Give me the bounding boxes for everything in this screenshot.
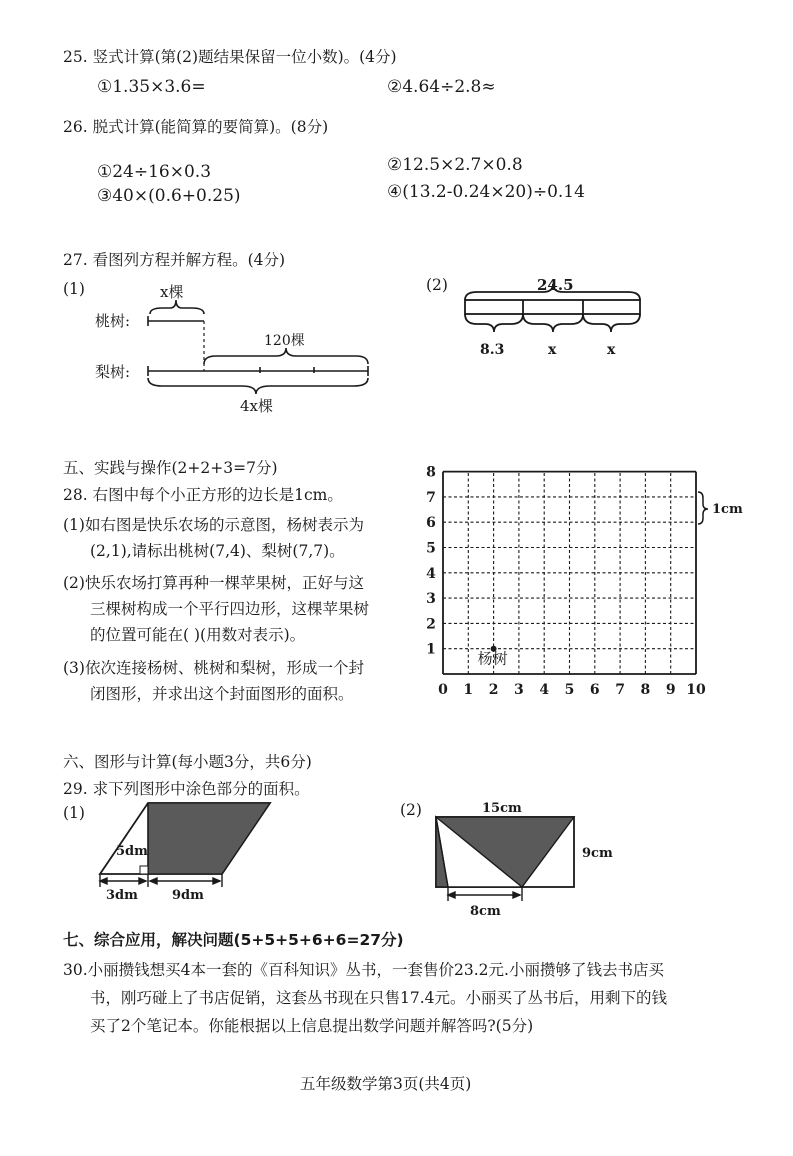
coordinate-grid (420, 464, 750, 722)
part-brace-3 (583, 314, 640, 332)
q29-fig1-diagram (92, 795, 282, 910)
y-tick-label: 7 (426, 489, 436, 506)
part-brace-2 (523, 314, 583, 332)
shaded-trapezoid (148, 803, 270, 874)
q25-item-1: ①1.35×3.6= (97, 77, 206, 97)
q27-fig2-diagram (455, 272, 655, 362)
sec6-title: 六、图形与计算(每小题3分，共6分) (63, 753, 312, 771)
fig1-height-label: 5dm (116, 844, 148, 859)
fig2-side-label: 9cm (582, 846, 613, 861)
fig1-left-label: 3dm (106, 888, 138, 903)
x-tick-label: 10 (686, 682, 706, 698)
q27-fig2-label: (2) (426, 276, 448, 294)
sec5-title: 五、实践与操作(2+2+3=7分) (63, 459, 278, 477)
x-tick-label: 6 (589, 682, 600, 698)
brace-120-label: 120棵 (264, 333, 305, 349)
q27-fig1-diagram (90, 280, 390, 420)
q25-item-2: ②4.64÷2.8≈ (387, 77, 496, 97)
part-value-2: x (548, 342, 557, 358)
fig2-top-label: 15cm (482, 801, 522, 816)
y-tick-label: 8 (426, 464, 436, 481)
x-tick-label: 9 (665, 682, 676, 698)
total-4x-label: 4x棵 (240, 397, 274, 415)
y-tick-label: 1 (426, 641, 436, 658)
pear-label: 梨树: (95, 363, 131, 381)
unit-brace (698, 492, 708, 524)
q26-item-2: ②12.5×2.7×0.8 (387, 155, 523, 175)
q30-line2: 书，刚巧碰上了书店促销，这套丛书现在只售17.4元。小丽买了丛书后，用剩下的钱 (90, 989, 668, 1007)
q27-title: 27. 看图列方程并解方程。(4分) (63, 251, 286, 269)
y-tick-label: 6 (426, 515, 436, 532)
fig1-right-label: 9dm (172, 888, 204, 903)
x-tick-label: 2 (488, 682, 499, 698)
part-value-3: x (607, 342, 616, 358)
x-tick-label: 4 (539, 682, 550, 698)
q26-item-1: ①24÷16×0.3 (97, 162, 212, 182)
q26-item-4: ④(13.2-0.24×20)÷0.14 (387, 182, 585, 202)
q26-title: 26. 脱式计算(能简算的要简算)。(8分) (63, 118, 329, 136)
peach-label: 桃树: (95, 312, 131, 330)
page-footer: 五年级数学第3页(共4页) (300, 1075, 472, 1093)
x-tick-label: 0 (438, 682, 448, 698)
y-tick-label: 3 (426, 591, 436, 608)
q30-line3: 买了2个笔记本。你能根据以上信息提出数学问题并解答吗?(5分) (90, 1017, 534, 1035)
q28-p1-line2: (2,1),请标出桃树(7,4)、梨树(7,7)。 (90, 542, 345, 560)
q26-item-3: ③40×(0.6+0.25) (97, 186, 241, 206)
q28-p3-line1: (3)依次连接杨树、桃树和梨树，形成一个封 (63, 659, 364, 677)
q28-title: 28. 右图中每个小正方形的边长是1cm。 (63, 486, 343, 504)
unit-label: 1cm (712, 502, 743, 517)
brace-120 (204, 348, 368, 364)
sec7-title: 七、综合应用，解决问题(5+5+5+6+6=27分) (63, 931, 404, 949)
bar-rect (465, 300, 640, 314)
q29-fig2-diagram (430, 797, 630, 922)
x-tick-label: 1 (463, 682, 474, 698)
q28-p2-line3: 的位置可能在( )(用数对表示)。 (90, 626, 306, 644)
y-tick-label: 4 (426, 565, 436, 582)
x-tick-label: 7 (615, 682, 625, 698)
brace-4x (148, 378, 368, 394)
x-tick-label: 5 (564, 682, 575, 698)
q29-fig1-label: (1) (63, 804, 85, 822)
q28-p3-line2: 闭图形，并求出这个封面图形的面积。 (90, 685, 354, 703)
q25-title: 25. 竖式计算(第(2)题结果保留一位小数)。(4分) (63, 48, 397, 66)
part-brace-1 (465, 314, 523, 332)
poplar-label: 杨树 (477, 649, 508, 668)
q29-fig2-label: (2) (400, 801, 422, 819)
q28-p2-line1: (2)快乐农场打算再种一棵苹果树，正好与这 (63, 574, 364, 592)
q28-p2-line2: 三棵树构成一个平行四边形，这棵苹果树 (90, 600, 370, 618)
q28-p1-line1: (1)如右图是快乐农场的示意图，杨树表示为 (63, 516, 364, 534)
y-tick-label: 5 (426, 540, 436, 557)
x-tick-label: 8 (640, 682, 651, 698)
x-tick-label: 3 (514, 682, 524, 698)
x-label: x棵 (160, 283, 184, 301)
total-value: 24.5 (537, 276, 574, 294)
y-tick-label: 2 (426, 616, 436, 633)
q30-line1: 30.小丽攒钱想买4本一套的《百科知识》丛书，一套售价23.2元.小丽攒够了钱去书店买 (63, 961, 664, 979)
fig2-bottom-label: 8cm (470, 904, 501, 919)
part-value-1: 8.3 (480, 342, 505, 358)
x-brace (150, 300, 204, 314)
q29-title: 29. 求下列图形中涂色部分的面积。 (63, 780, 310, 798)
q27-fig1-label: (1) (63, 280, 85, 298)
